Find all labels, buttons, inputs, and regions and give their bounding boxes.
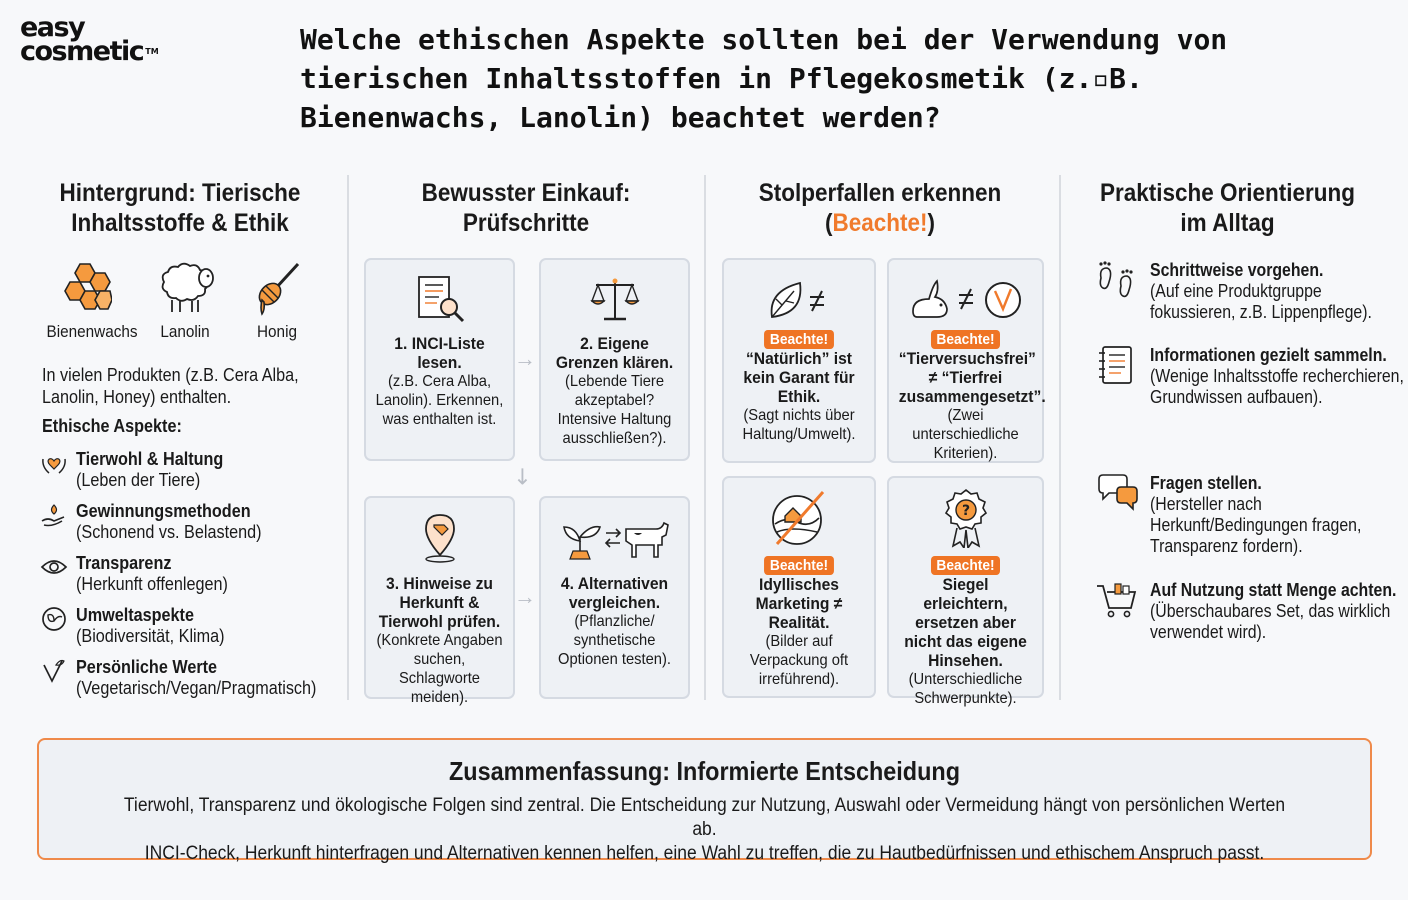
col4-title-line2: im Alltag [1180, 209, 1275, 237]
tip-desc: (Überschaubares Set, das wirklich verwendet wird). [1150, 601, 1391, 642]
step-desc: (Lebende Tiere akzeptabel? Intensive Haltung ausschließen?). [557, 373, 672, 447]
step-title: 3. Hinweise zu Herkunft & Tierwohl prüfen. [378, 574, 501, 631]
tip-title: Auf Nutzung statt Menge achten. [1150, 580, 1397, 600]
aspect-title: Gewinnungsmethoden [76, 501, 251, 521]
crossed-farm-icon [769, 488, 829, 548]
column-divider [1059, 175, 1061, 700]
flow-arrow-right: → [514, 346, 536, 371]
sheep-icon [154, 260, 216, 316]
step-card [539, 258, 690, 461]
flow-arrow-right: → [514, 584, 536, 609]
pitfall-card [722, 476, 876, 698]
summary-box [37, 738, 1372, 864]
beachte-badge: Beachte! [931, 330, 1000, 349]
col1-subheading: Ethische Aspekte: [42, 416, 182, 436]
step-title: 1. INCI-Liste lesen. [394, 334, 485, 372]
ingredient-label: Bienenwachs [46, 322, 138, 341]
pitfall-card [887, 258, 1044, 463]
beachte-badge: Beachte! [764, 330, 833, 349]
pitfall-title: “Natürlich” ist kein Garant für Ethik. [743, 349, 855, 406]
pitfall-card [887, 476, 1044, 707]
logo-line1: easy [20, 12, 85, 43]
step-desc: (z.B. Cera Alba, Lanolin). Erkennen, was enthalten ist. [375, 373, 504, 428]
aspect-desc: (Leben der Tiere) [76, 470, 201, 490]
step-desc: (Pflanzliche/ synthetische Optionen testen). [558, 613, 671, 668]
pitfall-desc: (Sagt nichts über Haltung/Umwelt). [742, 407, 856, 443]
page-title: Welche ethischen Aspekte sollten bei der Verwendung von tierischen Inhaltsstoffen in Pflegekosmetik (z.▫B. Bienenwachs, Lanolin) beachtet werden? [300, 23, 1228, 134]
summary-line2: INCI-Check, Herkunft hinterfragen und Alternativen kennen helfen, eine Wahl zu treffen, die zu Hautbedürfnissen und ethischem Anspruch passt. [144, 843, 1265, 864]
footprints-icon [1095, 260, 1139, 300]
speech-bubbles-icon [1095, 473, 1139, 513]
step-card [364, 496, 515, 706]
step-title: 4. Alternativen vergleichen. [560, 574, 669, 612]
eye-icon [40, 553, 68, 581]
document-magnifier-icon [413, 273, 467, 327]
aspect-desc: (Herkunft offenlegen) [76, 574, 228, 594]
ingredient-label: Honig [257, 322, 297, 341]
col2-title [391, 178, 661, 238]
step-desc: (Konkrete Angaben suchen, Schlagworte meiden). [376, 632, 503, 706]
svg-text:?: ? [961, 503, 970, 519]
honeycomb-icon [62, 260, 112, 316]
step-card [364, 258, 515, 461]
aspect-desc: (Schonend vs. Belastend) [76, 522, 262, 542]
aspect-desc: (Vegetarisch/Vegan/Pragmatisch) [76, 678, 317, 698]
aspect-item [40, 605, 340, 655]
ingredient-lanolin [140, 260, 230, 342]
summary-title: Zusammenfassung: Informierte Entscheidung [449, 756, 960, 786]
col2-title-line1: Bewusster Einkauf: [421, 179, 631, 207]
col4-title [1090, 178, 1365, 238]
column-divider [704, 175, 706, 700]
globe-leaf-icon [40, 605, 68, 633]
aspect-item [40, 657, 340, 707]
pitfall-title: Idyllisches Marketing ≠ Realität. [755, 575, 843, 632]
question-seal-icon [941, 488, 991, 548]
notebook-icon [1095, 345, 1139, 385]
aspect-item [40, 501, 340, 551]
logo-line2-text: cosmetic [20, 36, 144, 67]
leaf-not-equal-icon [764, 277, 834, 323]
title-accent: Beachte! [832, 209, 928, 237]
hand-care-icon [40, 501, 68, 529]
aspect-title: Transparenz [76, 553, 172, 573]
aspect-item [40, 553, 340, 603]
brand-logo [20, 12, 190, 67]
tip-title: Schrittweise vorgehen. [1150, 260, 1324, 280]
col3-title [745, 178, 1015, 238]
ingredient-honey [232, 260, 322, 342]
aspect-title: Umweltaspekte [76, 605, 194, 625]
summary-text [111, 794, 1299, 866]
col1-intro: In vielen Produkten (z.B. Cera Alba, Lanolin, Honey) enthalten. [42, 365, 299, 407]
honey-dipper-icon [252, 260, 302, 316]
step-card [539, 496, 690, 699]
pitfall-desc: (Bilder auf Verpackung oft irreführend). [749, 633, 849, 688]
rabbit-not-vegan-icon [907, 277, 1025, 323]
beachte-badge: Beachte! [764, 556, 833, 575]
pitfall-desc: (Zwei unterschiedliche Kriterien). [912, 407, 1019, 462]
title-paren-close: ) [927, 209, 936, 237]
pitfall-desc: (Unterschiedliche Schwerpunkte). [908, 671, 1023, 707]
hands-heart-icon [40, 449, 68, 477]
beachte-badge: Beachte! [931, 556, 1000, 575]
col1-title [45, 178, 315, 238]
logo-line2 [20, 36, 190, 67]
tip-desc: (Hersteller nach Herkunft/Bedingungen fragen, Transparenz fordern). [1150, 494, 1362, 556]
tip-desc: (Wenige Inhaltsstoffe recherchieren, Grundwissen aufbauen). [1150, 366, 1404, 407]
aspect-desc: (Biodiversität, Klima) [76, 626, 225, 646]
col1-title-line1: Hintergrund: Tierische [59, 179, 301, 207]
tip-desc: (Auf eine Produktgruppe fokussieren, z.B. Lippenpflege). [1150, 281, 1372, 322]
pitfall-title: “Tierversuchsfrei” ≠ “Tierfrei zusammengesetzt”. [898, 349, 1046, 406]
col3-title-line2 [745, 208, 1015, 238]
aspect-title: Persönliche Werte [76, 657, 218, 677]
col4-title-line1: Praktische Orientierung [1099, 179, 1356, 207]
pitfall-card [722, 258, 876, 463]
ingredient-beeswax [42, 260, 138, 342]
aspect-item [40, 449, 340, 499]
tip-title: Fragen stellen. [1150, 473, 1262, 493]
flow-arrow-down-left: ↙ [506, 460, 538, 492]
ingredient-icons [40, 260, 310, 350]
step-title: 2. Eigene Grenzen klären. [555, 334, 674, 372]
column-divider [347, 175, 349, 700]
plant-vs-cow-icon [560, 515, 670, 561]
v-check-icon [40, 657, 68, 685]
pitfall-title: Siegel erleichtern, ersetzen aber nicht das eigene Hinsehen. [904, 575, 1027, 670]
col3-title-line1: Stolperfallen erkennen [758, 179, 1002, 207]
col1-title-line2: Inhaltsstoffe & Ethik [71, 209, 289, 237]
tip-title: Informationen gezielt sammeln. [1150, 345, 1387, 365]
scales-icon [588, 273, 642, 327]
title-paren-open: ( [824, 209, 833, 237]
shopping-cart-icon [1095, 580, 1139, 620]
aspect-title: Tierwohl & Haltung [76, 449, 224, 469]
logo-tm: TM [145, 47, 159, 56]
summary-line1: Tierwohl, Transparenz und ökologische Folgen sind zentral. Die Entscheidung zur Nutzung, Auswahl oder Vermeidung hängt von persönlichen Werten ab. [123, 795, 1286, 840]
col2-title-line2: Prüfschritte [462, 209, 590, 237]
ingredient-label: Lanolin [160, 322, 210, 341]
location-tag-icon [413, 511, 467, 565]
